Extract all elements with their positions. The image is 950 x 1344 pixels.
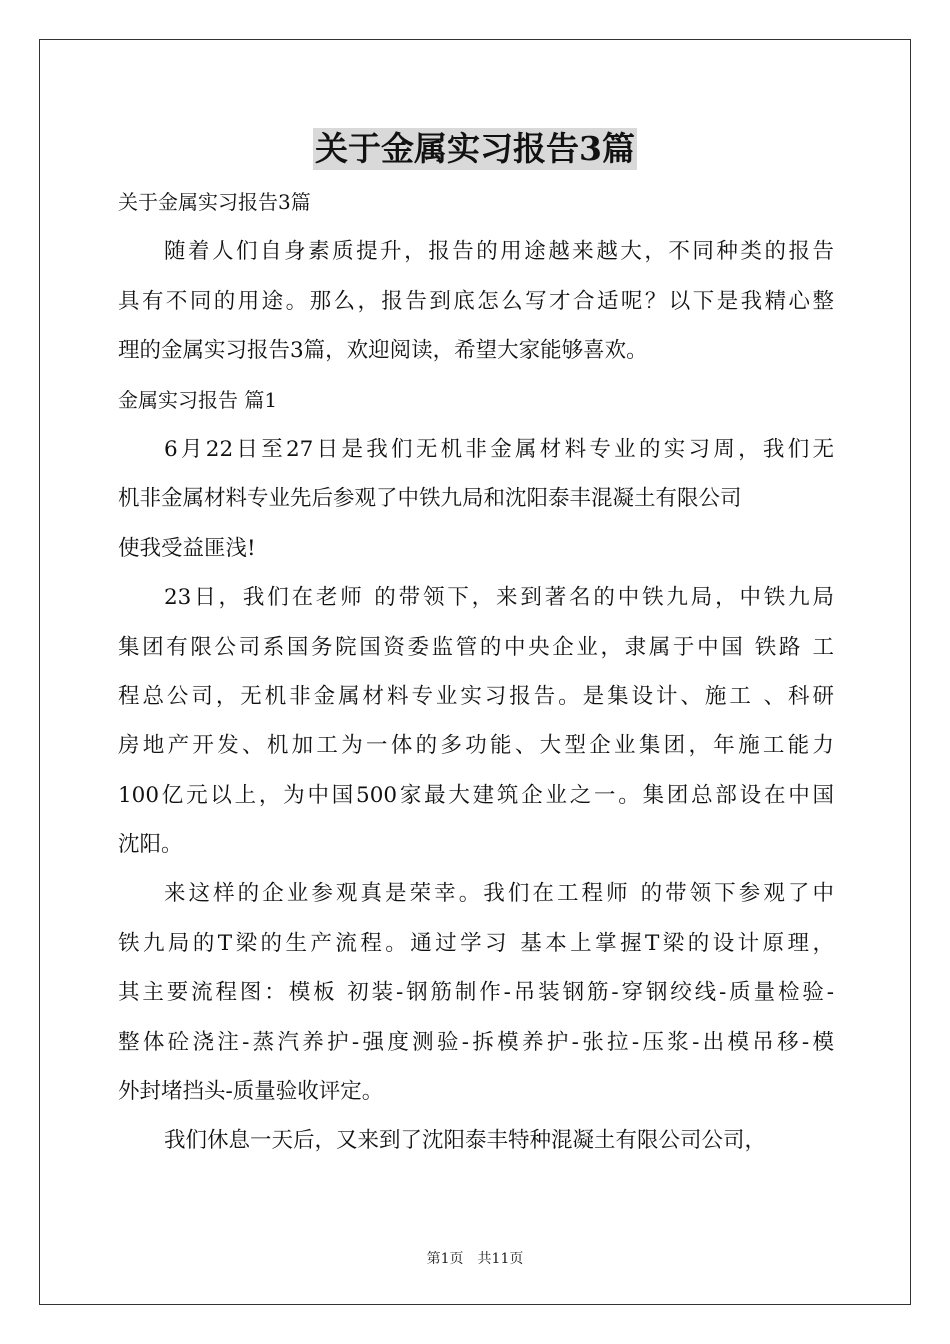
body-line: 具有不同的用途。那么，报告到底怎么写才合适呢？以下是我精心整 bbox=[118, 288, 834, 314]
body-line: 房地产开发、机加工为一体的多功能、大型企业集团，年施工能力 bbox=[118, 733, 834, 759]
document-body bbox=[118, 178, 834, 1166]
page-total: 共11页 bbox=[477, 1251, 524, 1267]
body-line: 100亿元以上，为中国500家最大建筑企业之一。集团总部设在中国 bbox=[118, 782, 834, 808]
body-line: 机非金属材料专业先后参观了中铁九局和沈阳泰丰混凝土有限公司 bbox=[118, 486, 742, 512]
page-footer bbox=[0, 1248, 950, 1268]
body-line: 外封堵挡头-质量验收评定。 bbox=[118, 1079, 384, 1105]
body-line: 集团有限公司系国务院国资委监管的中央企业，隶属于中国 铁路 工 bbox=[118, 634, 834, 660]
document-title bbox=[0, 128, 950, 170]
section-heading: 金属实习报告 篇1 bbox=[118, 387, 278, 412]
body-line: 随着人们自身素质提升，报告的用途越来越大，不同种类的报告 bbox=[164, 239, 834, 265]
document-title-text: 关于金属实习报告3篇 bbox=[315, 129, 635, 168]
body-line: 23日，我们在老师 的带领下，来到著名的中铁九局，中铁九局 bbox=[164, 585, 834, 611]
page-number: 第1页 bbox=[426, 1251, 464, 1267]
body-line: 铁九局的T梁的生产流程。通过学习 基本上掌握T梁的设计原理， bbox=[118, 930, 834, 956]
body-line: 来这样的企业参观真是荣幸。我们在工程师 的带领下参观了中 bbox=[164, 881, 834, 907]
body-line: 程总公司，无机非金属材料专业实习报告。是集设计、施工 、科研 bbox=[118, 683, 834, 709]
body-line: 我们休息一天后，又来到了沈阳泰丰特种混凝土有限公司公司， bbox=[164, 1128, 767, 1154]
body-line: 使我受益匪浅! bbox=[118, 535, 256, 561]
body-line: 6月22日至27日是我们无机非金属材料专业的实习周，我们无 bbox=[164, 436, 834, 462]
body-line: 理的金属实习报告3篇，欢迎阅读，希望大家能够喜欢。 bbox=[118, 338, 648, 364]
body-line: 其主要流程图：模板 初装-钢筋制作-吊装钢筋-穿钢绞线-质量检验- bbox=[118, 980, 834, 1006]
body-line: 整体砼浇注-蒸汽养护-强度测验-拆模养护-张拉-压浆-出模吊移-模 bbox=[118, 1029, 834, 1055]
subtitle-line: 关于金属实习报告3篇 bbox=[118, 190, 311, 214]
body-line: 沈阳。 bbox=[118, 832, 183, 858]
